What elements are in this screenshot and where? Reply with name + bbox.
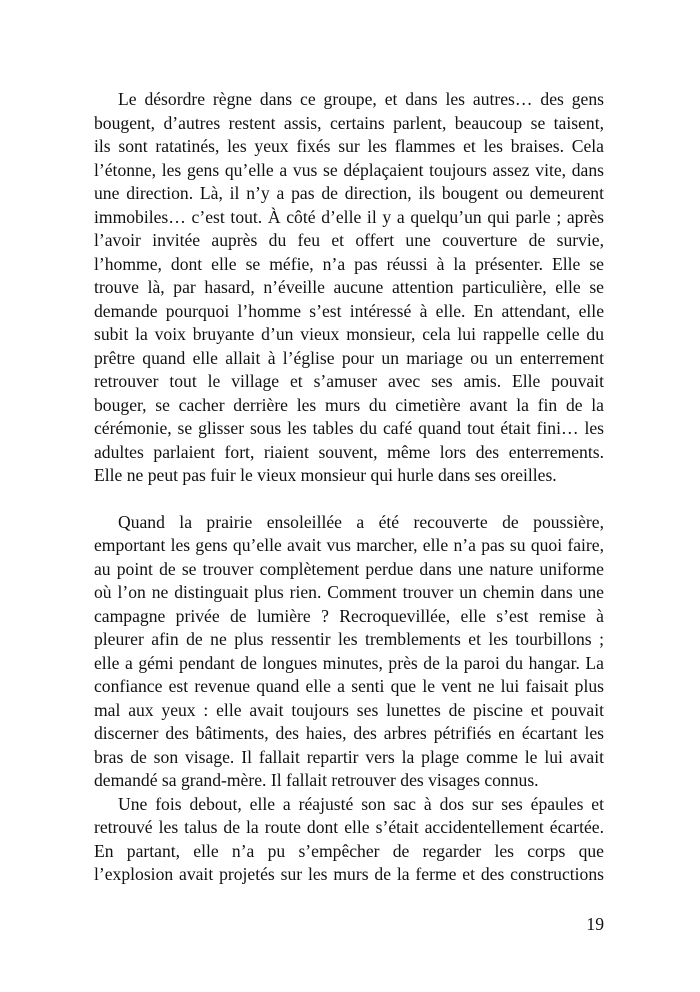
text-line: bougent, d’autres restent assis, certains parlent, beaucoup se taisent, bbox=[94, 112, 604, 133]
text-line: subit la voix bruyante d’un vieux monsieur, cela lui rappelle celle du bbox=[94, 324, 604, 344]
text-line: emportant les gens qu’elle avait vus marcher, elle n’a pas su quoi faire, bbox=[94, 535, 604, 555]
text-line: immobiles… c’est tout. À côté d’elle il y a quelqu’un qui parle ; après bbox=[94, 206, 604, 227]
text-line: confiance est revenue quand elle a senti que le vent ne lui faisait plus bbox=[94, 676, 604, 696]
text-line: l’homme, dont elle se méfie, n’a pas réussi à la présenter. Elle se bbox=[94, 253, 604, 274]
paragraph-gap bbox=[94, 488, 604, 511]
text-line: mal aux yeux : elle avait toujours ses lunettes de piscine et pouvait bbox=[94, 699, 604, 720]
text-line: cérémonie, se glisser sous les tables du café quand tout était fini… les bbox=[94, 418, 604, 438]
body-text bbox=[94, 88, 604, 887]
text-line: prêtre quand elle allait à l’église pour un mariage ou un enterrement bbox=[94, 347, 604, 368]
text-line: Quand la prairie ensoleillée a été recouverte de poussière, bbox=[118, 511, 604, 532]
page-number: 19 bbox=[586, 914, 604, 934]
text-line: l’étonne, les gens qu’elle a vus se déplaçaient toujours assez vite, dans bbox=[94, 159, 604, 180]
paragraph bbox=[94, 88, 604, 488]
text-line: une direction. Là, il n’y a pas de direction, ils bougent ou demeurent bbox=[94, 183, 604, 203]
text-line: discerner des bâtiments, des haies, des arbres pétrifiés en écartant les bbox=[94, 723, 604, 743]
text-line: retrouvé les talus de la route dont elle s’était accidentellement écartée. bbox=[94, 817, 604, 837]
text-line: trouve là, par hasard, n’éveille aucune attention particulière, elle se bbox=[94, 277, 604, 297]
text-line: demandé sa grand-mère. Il fallait retrouver des visages connus. bbox=[94, 770, 539, 790]
text-line: En partant, elle n’a pu s’empêcher de regarder les corps que bbox=[94, 840, 604, 861]
text-line: campagne privée de lumière ? Recroquevillée, elle s’est remise à bbox=[94, 605, 604, 626]
text-line: Le désordre règne dans ce groupe, et dans les autres… des gens bbox=[118, 89, 604, 109]
text-line: retrouver tout le village et s’amuser avec ses amis. Elle pouvait bbox=[94, 371, 604, 391]
text-line: elle a gémi pendant de longues minutes, près de la paroi du hangar. La bbox=[94, 652, 604, 673]
text-line: demande pourquoi l’homme s’est intéressé à elle. En attendant, elle bbox=[94, 300, 604, 321]
text-line: Elle ne peut pas fuir le vieux monsieur qui hurle dans ses oreilles. bbox=[94, 465, 557, 485]
text-line: où l’on ne distinguait plus rien. Comment trouver un chemin dans une bbox=[94, 582, 604, 602]
text-line: Une fois debout, elle a réajusté son sac à dos sur ses épaules et bbox=[118, 793, 604, 814]
text-line: l’explosion avait projetés sur les murs de la ferme et des constructions bbox=[94, 864, 604, 884]
text-line: adultes parlaient fort, riaient souvent, même lors des enterrements. bbox=[94, 441, 604, 462]
paragraph bbox=[94, 511, 604, 793]
text-line: bouger, se cacher derrière les murs du cimetière avant la fin de la bbox=[94, 394, 604, 415]
paragraph bbox=[94, 793, 604, 887]
text-line: l’avoir invitée auprès du feu et offert une couverture de survie, bbox=[94, 230, 604, 250]
text-line: au point de se trouver complètement perdue dans une nature uniforme bbox=[94, 558, 604, 579]
text-line: pleurer afin de ne plus ressentir les tremblements et les tourbillons ; bbox=[94, 629, 604, 649]
text-line: ils sont ratatinés, les yeux fixés sur les flammes et les braises. Cela bbox=[94, 136, 604, 156]
text-line: bras de son visage. Il fallait repartir vers la plage comme le lui avait bbox=[94, 746, 604, 767]
